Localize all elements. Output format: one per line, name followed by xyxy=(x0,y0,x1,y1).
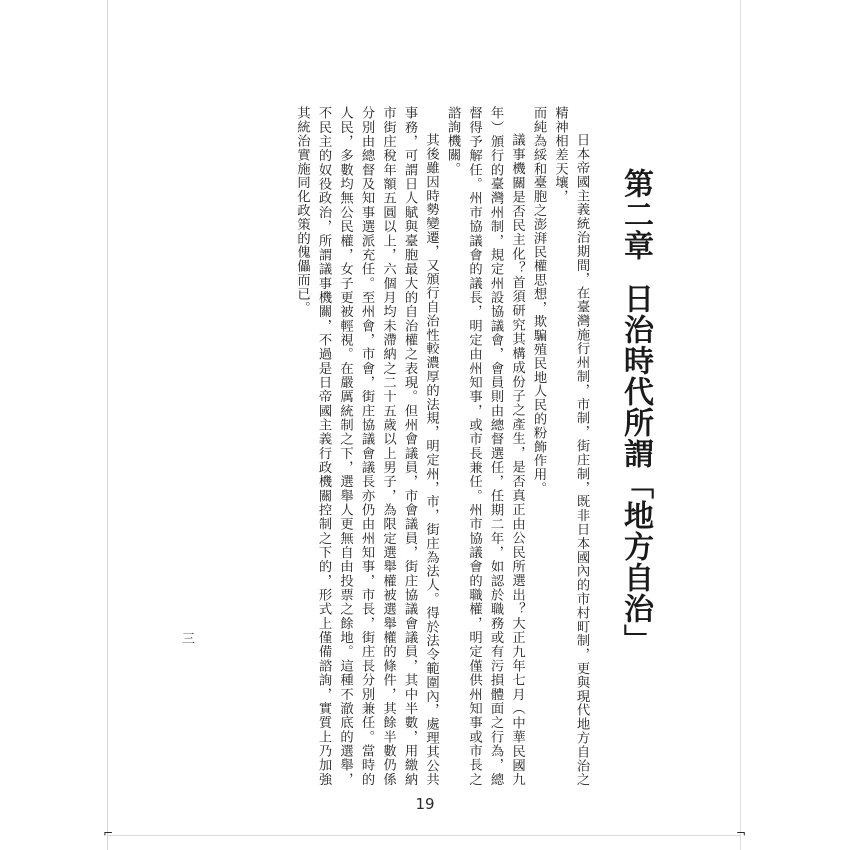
crop-mark-bottom-left: ⌐ xyxy=(103,826,114,840)
crop-mark-bottom-right: ¬ xyxy=(736,826,747,840)
page-number: 19 xyxy=(415,795,435,813)
paragraph-1: 日本帝國主義統治期間，在臺灣施行州制，市制，街庄制，既非日本國內的市村町制，更與現代地方自治之精神相差天壤， xyxy=(552,106,589,786)
margin-mark: 三 xyxy=(182,632,197,647)
chapter-number: 第二章 xyxy=(618,168,653,261)
chapter-heading xyxy=(612,168,658,655)
scan-frame-right-edge xyxy=(740,0,741,850)
paragraph-3: 其後雖因時勢變遷，又頒行自治性較濃厚的法規，明定州，市，街庄為法人。得於法令範圍內，處理其公共事務，可謂日人賦與臺胞最大的自治權之表現。但州會議員，市會議員，街庄協議會議員，其中半數，用繳納市街庄稅年額五圓以上，六個月均未滯納之二十五歲以上男子，為限定選舉權被選舉權的條件，其餘半數仍係分別由總督及知事選派充任。至州會，市會，街庄協議會議長亦仍由州知事，市長，街庄長分別兼任。當時的人民，多數均無公民權，女子更被輕視。在嚴厲統制之下，選舉人更無自由投票之餘地。這種不澈底的選舉，不民主的奴役政治，所謂議事機關，不過是日帝國主義行政機關控制之下的，形式上僅備諮詢，實質上乃加強其統治實施同化政策的傀儡而已。 xyxy=(294,106,439,786)
body-text xyxy=(291,106,592,786)
scan-frame-bottom-edge xyxy=(107,835,741,836)
scan-frame-left-edge xyxy=(107,0,108,850)
paragraph-1-continued: 而純為綏和臺胞之澎湃民權思想，欺騙殖民地人民的粉飾作用。 xyxy=(531,106,546,496)
paragraph-2: 議事機關是否民主化？首須研究其構成份子之產生，是否真正由公民所選出？大正九年七月（中華民國九年）頒行的臺灣州制，規定州設協議會，會員則由總督選任，任期二年，如認於職務或有污損體面之行為，總督得予解任。州市協議會的議長，明定由州知事，或市長兼任。州市協議會的職權，明定僅供州知事或市長之諮詢機關。 xyxy=(445,106,525,786)
chapter-title: 日治時代所謂「地方自治」 xyxy=(618,283,653,655)
